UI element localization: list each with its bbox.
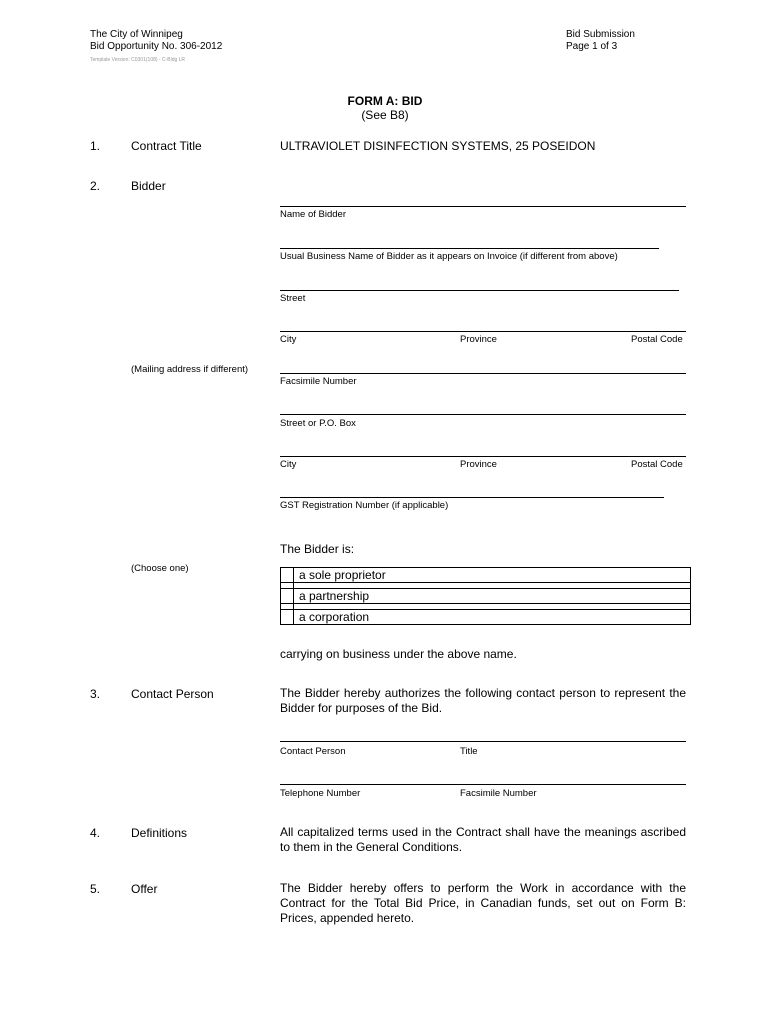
section-2-number: 2.	[90, 179, 101, 193]
template-version-note: Template Version: C0301(108) - C-Bldg LR	[90, 57, 186, 63]
page-number: Page 1 of 3	[566, 41, 618, 52]
postal-code-caption: Postal Code	[631, 334, 683, 345]
city-caption: City	[280, 334, 297, 345]
definitions-text: All capitalized terms used in the Contract shall have the meanings ascribed to them in the General Conditions.	[280, 825, 686, 854]
form-title: FORM A: BID	[347, 94, 423, 108]
section-4-number: 4.	[90, 826, 101, 840]
form-subtitle: (See B8)	[361, 108, 409, 122]
option-row-corporation[interactable]	[281, 610, 691, 625]
name-of-bidder-caption: Name of Bidder	[280, 209, 347, 220]
choose-one-note: (Choose one)	[131, 563, 189, 574]
contact-person-text: The Bidder hereby authorizes the following contact person to represent the Bidder for purposes of the Bid.	[280, 686, 686, 715]
title-caption: Title	[460, 746, 478, 757]
header-left	[90, 29, 222, 53]
section-3-label: Contact Person	[131, 687, 214, 701]
section-2-label: Bidder	[131, 179, 166, 193]
province2-caption: Province	[460, 459, 497, 470]
contract-title-value: ULTRAVIOLET DISINFECTION SYSTEMS, 25 POSEIDON	[280, 139, 596, 153]
street-caption: Street	[280, 293, 306, 304]
section-5-number: 5.	[90, 882, 101, 896]
street-po-caption: Street or P.O. Box	[280, 418, 356, 429]
sole-proprietor-checkbox[interactable]	[281, 568, 294, 583]
sole-proprietor-label: a sole proprietor	[294, 568, 691, 583]
facsimile-line[interactable]	[280, 373, 686, 374]
bid-opportunity-number: Bid Opportunity No. 306-2012	[90, 41, 223, 52]
section-1-number: 1.	[90, 139, 101, 153]
option-row-sole-proprietor[interactable]	[281, 568, 691, 583]
city-line[interactable]	[280, 331, 686, 332]
gst-caption: GST Registration Number (if applicable)	[280, 500, 449, 511]
corporation-label: a corporation	[294, 610, 691, 625]
street-po-line[interactable]	[280, 414, 686, 415]
mailing-address-note: (Mailing address if different)	[131, 364, 249, 375]
offer-text: The Bidder hereby offers to perform the Work in accordance with the Contract for the Total Bid Price, in Canadian funds, set out on Form B: Prices, appended hereto.	[280, 881, 686, 925]
section-5-label: Offer	[131, 882, 158, 896]
telephone-line[interactable]	[280, 784, 686, 785]
corporation-checkbox[interactable]	[281, 610, 294, 625]
city-name: The City of Winnipeg	[90, 29, 183, 40]
bidder-type-table	[280, 567, 691, 625]
facsimile-caption: Facsimile Number	[280, 376, 357, 387]
contact-person-caption: Contact Person	[280, 746, 346, 757]
section-4-label: Definitions	[131, 826, 188, 840]
usual-business-name-caption: Usual Business Name of Bidder as it appears on Invoice (if different from above)	[280, 251, 618, 262]
bidder-is-label: The Bidder is:	[280, 542, 355, 556]
province-caption: Province	[460, 334, 497, 345]
gst-line[interactable]	[280, 497, 664, 498]
option-row-partnership[interactable]	[281, 589, 691, 604]
city2-line[interactable]	[280, 456, 686, 457]
city2-caption: City	[280, 459, 297, 470]
facsimile-number-caption: Facsimile Number	[460, 788, 537, 799]
section-1-label: Contract Title	[131, 139, 202, 153]
street-line[interactable]	[280, 290, 679, 291]
usual-business-name-line[interactable]	[280, 248, 659, 249]
contact-person-line[interactable]	[280, 741, 686, 742]
name-of-bidder-line[interactable]	[280, 206, 686, 207]
section-3-number: 3.	[90, 687, 101, 701]
bid-submission-label: Bid Submission	[566, 29, 635, 40]
carrying-on-text: carrying on business under the above name.	[280, 647, 517, 661]
partnership-label: a partnership	[294, 589, 691, 604]
postal-code2-caption: Postal Code	[631, 459, 683, 470]
partnership-checkbox[interactable]	[281, 589, 294, 604]
header-right	[566, 29, 635, 53]
telephone-caption: Telephone Number	[280, 788, 361, 799]
